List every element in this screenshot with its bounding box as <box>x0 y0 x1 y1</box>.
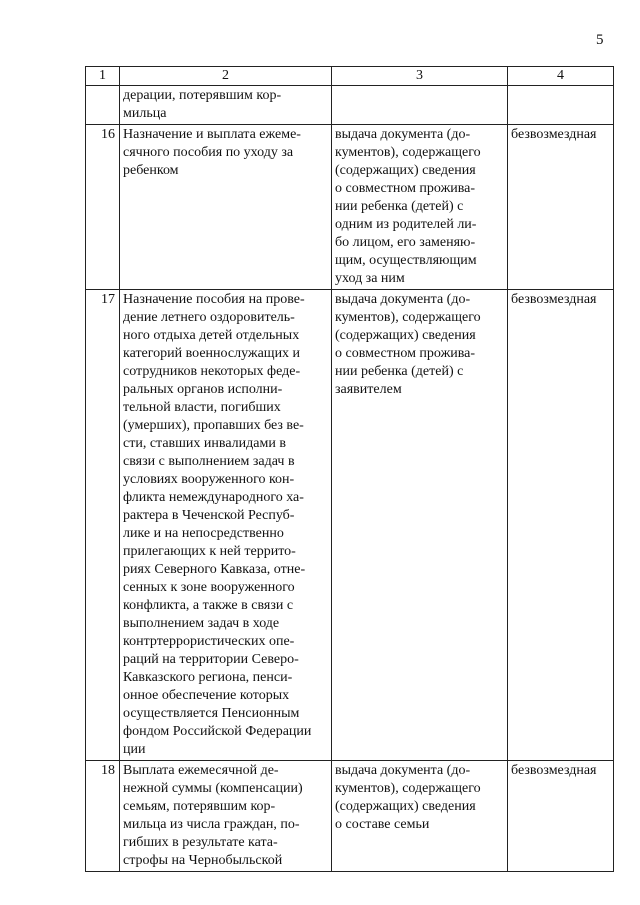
service-cell <box>120 125 332 290</box>
header-col-2: 2 <box>120 67 332 86</box>
page-number: 5 <box>596 32 604 48</box>
service-cell <box>120 290 332 761</box>
service-text: дерации, потерявшим кор- мильца <box>123 88 282 121</box>
price-cell: безвозмездная <box>508 125 614 290</box>
document-cell <box>332 290 508 761</box>
service-text: Назначение и выплата ежеме- сячного пособия по уходу за ребенком <box>123 127 301 178</box>
service-cell <box>120 761 332 872</box>
table-header-row <box>86 67 614 86</box>
document-cell <box>332 125 508 290</box>
document-cell <box>332 86 508 125</box>
row-number: 18 <box>86 761 120 872</box>
document-cell <box>332 761 508 872</box>
row-number: 17 <box>86 290 120 761</box>
service-text: Назначение пособия на прове- дение летнего оздоровитель- ного отдыха детей отдельных категорий военнослужащих и сотрудников некоторых феде- ральных органов исполни- тельной власти, погибших (умерших), пропавших без ве- сти, ставших инвалидами в связи с выполнением задач в условиях вооруженного кон- фликта немеждународного ха- рактера в Чеченской Респуб- лике и на непосредственно прилегающих к ней террито- риях Северного Кавказа, отне- сенных к зоне вооруженного конфликта, а также в связи с выполнением задач в ходе контртеррористических опе- раций на территории Северо- Кавказского региона, пенси- онное обеспечение которых осуществляется Пенсионным фондом Российской Федерации ции <box>123 292 312 757</box>
price-cell: безвозмездная <box>508 761 614 872</box>
table-row <box>86 290 614 761</box>
row-number: 16 <box>86 125 120 290</box>
header-col-4: 4 <box>508 67 614 86</box>
row-number <box>86 86 120 125</box>
table-row <box>86 125 614 290</box>
services-table <box>85 66 614 872</box>
price-cell <box>508 86 614 125</box>
table-row <box>86 86 614 125</box>
service-cell <box>120 86 332 125</box>
service-text: Выплата ежемесячной де- нежной суммы (компенсации) семьям, потерявшим кор- мильца из числа граждан, по- гибших в результате ката- строфы на Чернобыльской <box>123 763 303 868</box>
table-row <box>86 761 614 872</box>
header-col-1: 1 <box>86 67 120 86</box>
document-text: выдача документа (до- кументов), содержащего (содержащих) сведения о составе семьи <box>335 763 481 832</box>
document-text: выдача документа (до- кументов), содержащего (содержащих) сведения о совместном прожива- нии ребенка (детей) с одним из родителей ли- бо лицом, его заменяю- щим, осуществляющим уход за ним <box>335 127 481 286</box>
header-col-3: 3 <box>332 67 508 86</box>
price-cell: безвозмездная <box>508 290 614 761</box>
document-text: выдача документа (до- кументов), содержащего (содержащих) сведения о совместном прожива- нии ребенка (детей) с заявителем <box>335 292 481 397</box>
